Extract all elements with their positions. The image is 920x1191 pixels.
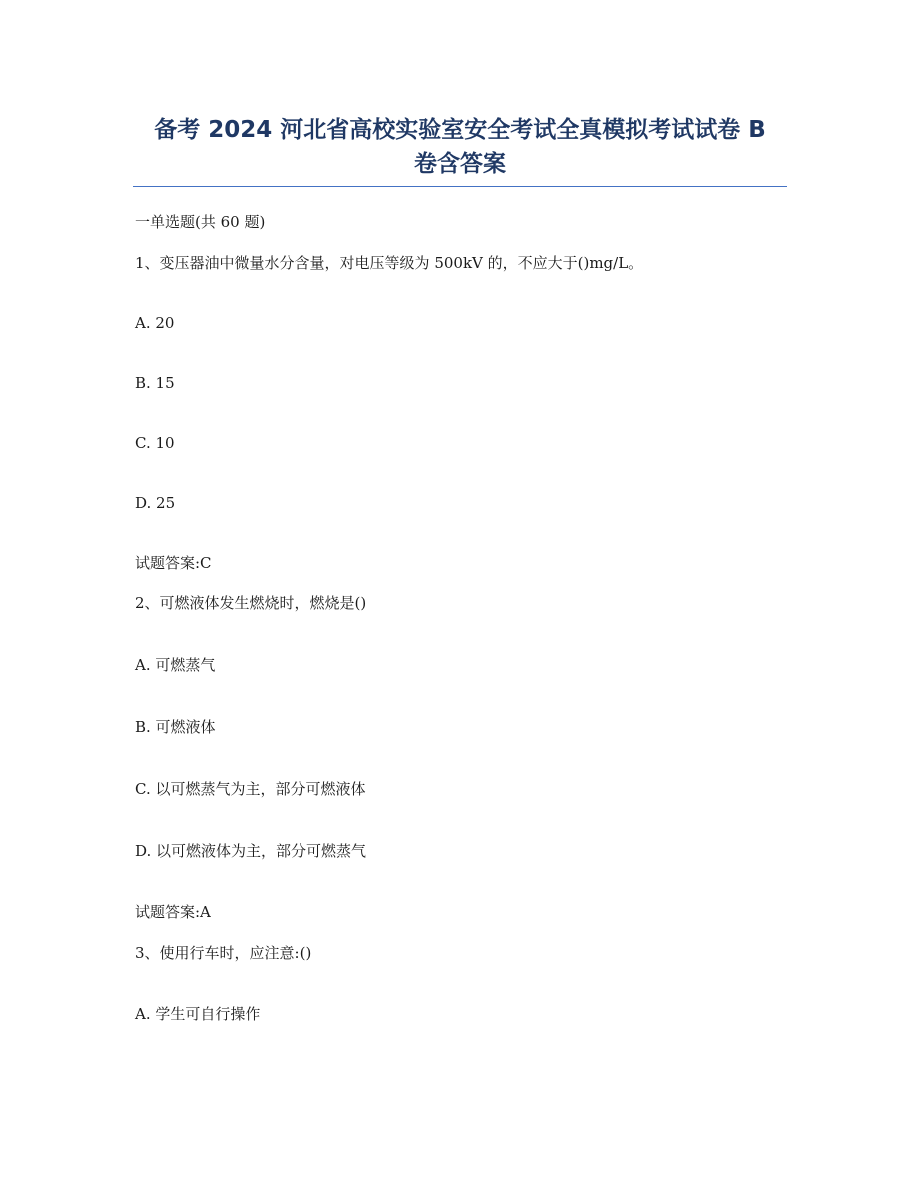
question-1-option-a: A. 20	[135, 314, 175, 332]
question-2-answer: 试题答案:A	[135, 903, 211, 921]
question-1-option-b: B. 15	[135, 374, 175, 392]
question-2-option-a: A. 可燃蒸气	[135, 656, 216, 674]
question-1-option-d: D. 25	[135, 494, 176, 512]
title-divider	[133, 186, 787, 187]
title-line-2: 卷含答案	[414, 151, 506, 177]
question-2-option-b: B. 可燃液体	[135, 718, 216, 736]
question-1-answer: 试题答案:C	[135, 554, 212, 572]
question-1-option-c: C. 10	[135, 434, 175, 452]
question-1-text: 1、变压器油中微量水分含量，对电压等级为 500kV 的，不应大于()mg/L。	[135, 254, 644, 272]
question-3-option-a: A. 学生可自行操作	[135, 1005, 261, 1023]
question-2-option-c: C. 以可燃蒸气为主，部分可燃液体	[135, 780, 366, 798]
title-line-1: 备考 2024 河北省高校实验室安全考试全真模拟考试试卷 B	[154, 117, 766, 143]
question-2-text: 2、可燃液体发生燃烧时，燃烧是()	[135, 594, 367, 612]
section-heading: 一单选题(共 60 题)	[135, 213, 266, 231]
question-3-text: 3、使用行车时，应注意:()	[135, 944, 312, 962]
question-2-option-d: D. 以可燃液体为主，部分可燃蒸气	[135, 842, 367, 860]
document-title	[120, 113, 800, 181]
